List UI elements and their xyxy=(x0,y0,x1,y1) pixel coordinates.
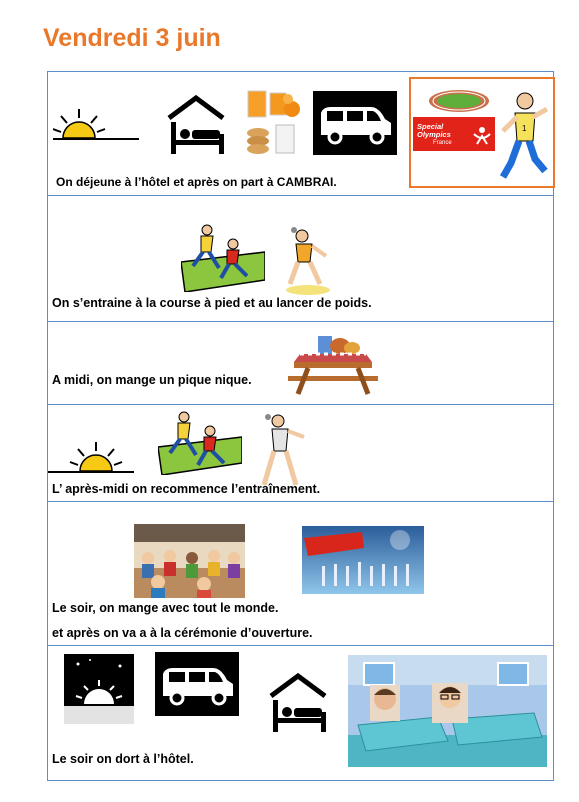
caption-night: Le soir on dort à l’hôtel. xyxy=(52,752,194,766)
schedule-row-night xyxy=(48,646,553,782)
hotel-bed-icon xyxy=(267,672,329,732)
schedule-table xyxy=(47,71,554,781)
track-race-icon xyxy=(158,409,242,475)
schedule-row-training xyxy=(48,196,553,322)
special-olympics-emblem xyxy=(471,124,493,146)
caption-afternoon: L’ après-midi on recommence l’entraînement. xyxy=(52,482,321,496)
schedule-row-picnic xyxy=(48,322,553,405)
schedule-row-evening xyxy=(48,502,553,646)
dinner-photo xyxy=(134,524,245,598)
svg-text:1: 1 xyxy=(522,124,527,133)
hotel-room-photo xyxy=(348,655,547,767)
sunrise-icon xyxy=(48,439,134,475)
shot-put-icon xyxy=(252,413,310,489)
van-icon xyxy=(313,91,397,155)
sunrise-icon xyxy=(53,106,139,142)
night-sky-icon xyxy=(64,654,134,724)
caption-evening-dinner: Le soir, on mange avec tout le monde. xyxy=(52,601,279,615)
ceremony-photo xyxy=(302,526,424,594)
schedule-row-breakfast xyxy=(48,72,553,196)
breakfast-icon xyxy=(244,87,304,157)
caption-training: On s’entraine à la course à pied et au lancer de poids. xyxy=(52,296,372,310)
schedule-row-afternoon xyxy=(48,405,553,502)
special-olympics-logo xyxy=(409,77,555,188)
caption-picnic: A midi, on mange un pique nique. xyxy=(52,373,252,387)
logo-text: Special Olympics France xyxy=(417,122,452,146)
page-title: Vendredi 3 juin xyxy=(43,24,221,52)
shot-put-icon xyxy=(280,226,332,296)
van-icon xyxy=(155,652,239,716)
track-race-icon xyxy=(181,222,265,292)
hotel-bed-icon xyxy=(165,94,227,154)
picnic-table-icon xyxy=(288,332,378,396)
caption-breakfast: On déjeune à l’hôtel et après on part à CAMBRAI. xyxy=(56,175,337,189)
caption-evening-ceremony: et après on va a à la cérémonie d’ouverture. xyxy=(52,626,313,640)
